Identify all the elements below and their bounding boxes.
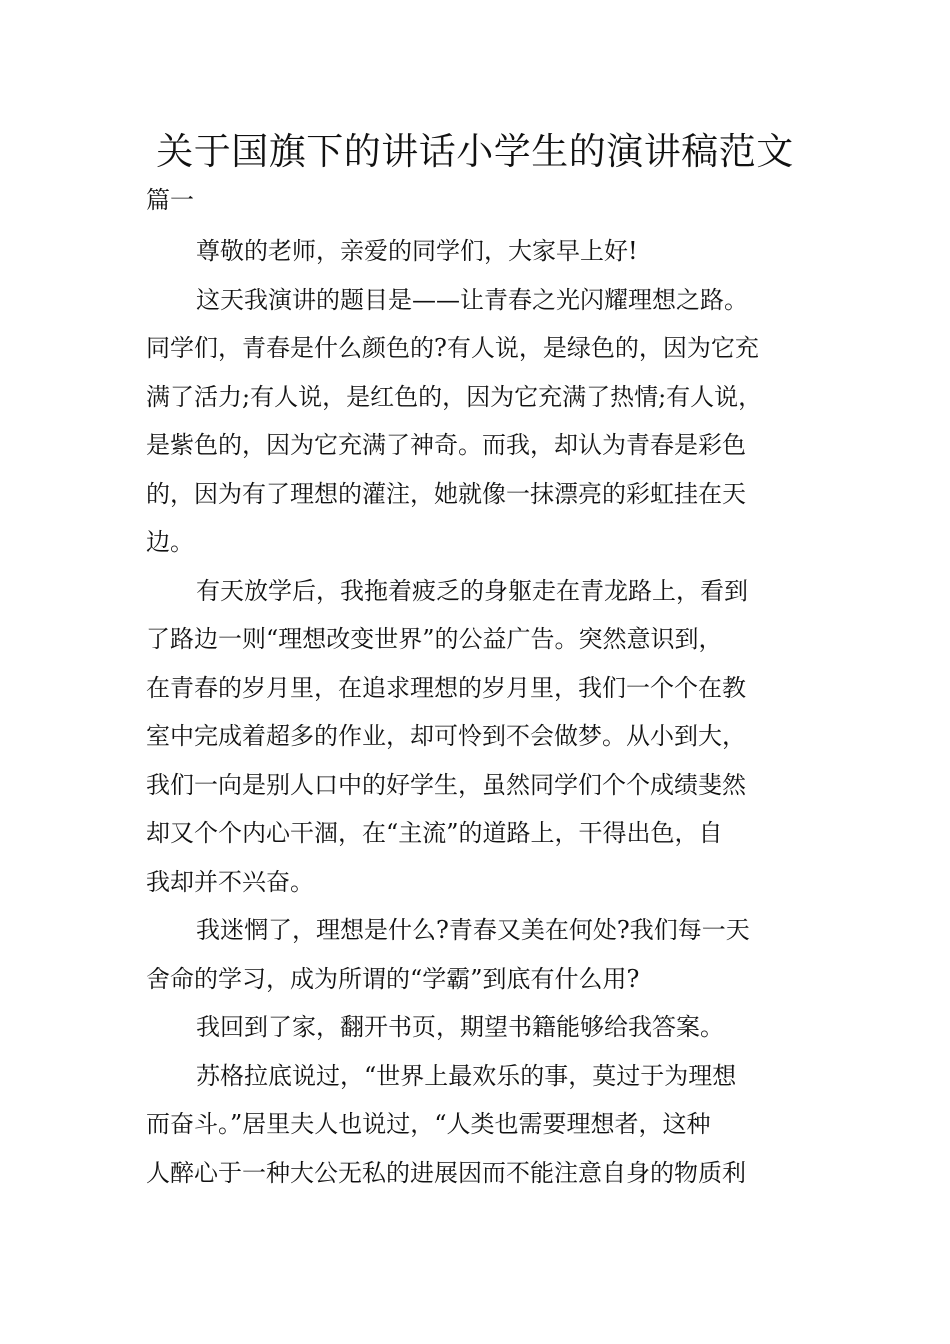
- text-line: 有天放学后，我拖着疲乏的身躯走在青龙路上，看到: [196, 576, 748, 605]
- text-line: 了路边一则“理想改变世界”的公益广告。突然意识到，: [146, 625, 723, 653]
- text-line: 在青春的岁月里，在追求理想的岁月里，我们一个个在教: [146, 673, 746, 702]
- paragraph: [146, 276, 810, 567]
- paragraph: [146, 1052, 810, 1198]
- text-line: 尊敬的老师，亲爱的同学们，大家早上好!: [196, 237, 638, 265]
- text-line: 我们一向是别人口中的好学生，虽然同学们个个成绩斐然: [146, 770, 746, 799]
- text-line: 的，因为有了理想的灌注，她就像一抹漂亮的彩虹挂在天: [146, 479, 746, 508]
- paragraph: [146, 1003, 810, 1052]
- text-line: 满了活力;有人说，是红色的，因为它充满了热情;有人说，: [146, 382, 763, 411]
- text-line: 边。: [146, 528, 194, 556]
- paragraph: [146, 227, 810, 276]
- paragraph: [146, 567, 810, 907]
- document-title: 关于国旗下的讲话小学生的演讲稿范文: [156, 130, 794, 173]
- section-label: 篇一: [146, 186, 194, 214]
- text-line: 而奋斗。”居里夫人也说过，“人类也需要理想者，这种: [146, 1110, 711, 1138]
- text-line: 室中完成着超多的作业，却可怜到不会做梦。从小到大，: [146, 722, 746, 750]
- text-line: 这天我演讲的题目是——让青春之光闪耀理想之路。: [196, 285, 748, 314]
- text-line: 却又个个内心干涸，在“主流”的道路上，干得出色，自: [146, 819, 723, 847]
- text-line: 舍命的学习，成为所谓的“学霸”到底有什么用?: [146, 964, 640, 993]
- text-line: 我却并不兴奋。: [146, 867, 314, 896]
- text-line: 苏格拉底说过，“世界上最欢乐的事，莫过于为理想: [196, 1061, 737, 1090]
- text-line: 是紫色的，因为它充满了神奇。而我，却认为青春是彩色: [146, 431, 746, 459]
- document-body: [146, 227, 810, 1197]
- text-line: 同学们，青春是什么颜色的?有人说，是绿色的，因为它充: [146, 334, 759, 362]
- paragraph: [146, 906, 810, 1003]
- text-line: 我回到了家，翻开书页，期望书籍能够给我答案。: [196, 1013, 724, 1041]
- text-line: 我迷惘了，理想是什么?青春又美在何处?我们每一天: [196, 916, 750, 944]
- text-line: 人醉心于一种大公无私的进展因而不能注意自身的物质利: [146, 1158, 746, 1187]
